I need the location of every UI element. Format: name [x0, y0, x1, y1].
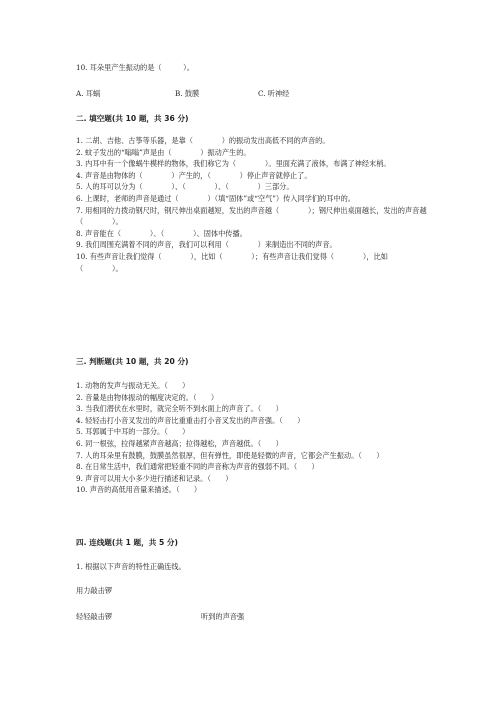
section3-heading: 三. 判断题(共 10 题，共 20 分) [76, 357, 189, 366]
judge-item: 5. 耳郭属于中耳的一部分。（ ） [76, 427, 190, 437]
section3-list [76, 380, 432, 496]
q10-text: 10. 耳朵里产生振动的是（ ）。 [76, 63, 194, 72]
section4-heading: 四. 连线题(共 1 题，共 5 分) [76, 538, 178, 547]
judge-item: 7. 人的耳朵里有鼓膜，鼓膜虽然很厚，但有弹性，即使是轻微的声音，它都会产生振动。（ ） [76, 450, 384, 460]
q10-option-c: C. 听神经 [258, 89, 290, 98]
q10-option-b: B. 鼓膜 [175, 89, 200, 98]
fill-item: 5. 人的耳可以分为（ ）、（ ）、（ ）三部分。 [76, 182, 294, 192]
judge-item: 2. 音量是由物体振动的幅度决定的。（ ） [76, 392, 219, 402]
q10-option-a: A. 耳蜗 [76, 89, 101, 98]
judge-item: 8. 在日常生活中，我们通常把轻重不同的声音称为声音的强弱不同。（ ） [76, 462, 319, 472]
section2-heading: 二. 填空题(共 10 题，共 36 分) [76, 114, 189, 123]
fill-item: 1. 二胡、吉他、古筝等乐器，是靠（ ）的振动发出高低不同的声音的。 [76, 136, 330, 145]
judge-item: 9. 声音可以用大小多少进行描述和记录。（ ） [76, 473, 233, 483]
fill-item: 8. 声音能在（ ）、（ ）、固体中传播。 [76, 228, 247, 238]
match-left-item: 轻轻敲击锣 [76, 612, 112, 621]
fill-item: 3. 内耳中有一个像蜗牛模样的物体，我们称它为（ ）。里面充满了液体，布满了神经末梢。 [76, 159, 391, 169]
judge-item: 6. 同一根弦，拉得越紧声音越高；拉得越松，声音越低。（ ） [76, 438, 283, 448]
judge-item: 1. 动物的发声与振动无关。（ ） [76, 381, 190, 390]
judge-item: 4. 轻轻击打小音叉发出的声音比重重击打小音叉发出的声音强。（ ） [76, 415, 305, 425]
judge-item: 10. 声音的高低用音量来描述。（ ） [76, 485, 202, 495]
match-right-item: 听到的声音强 [201, 612, 245, 621]
fill-item: 2. 蚊子发出的“嗡嗡”声是由（ ）振动产生的。 [76, 147, 251, 157]
section2-list [76, 135, 432, 274]
judge-item: 3. 当我们潜伏在水里时，就完全听不到水面上的声音了。（ ） [76, 404, 283, 414]
fill-item: 6. 上课时，老师的声音是通过（ ）（填“固体”或“空气”）传入同学们的耳中的。 [76, 193, 355, 203]
fill-item: 10. 有些声音让我们觉得（ ），比如（ ）；有些声音让我们觉得（ ），比如（ ）。 [76, 251, 388, 273]
fill-item: 9. 我们周围充满着不同的声音，我们可以利用（ ）来制造出不同的声音。 [76, 240, 337, 250]
fill-item: 7. 用相同的力拨动钢尺时，钢尺伸出桌面越短，发出的声音越（ ）；钢尺伸出桌面越长，发出的声音越（ ）。 [76, 205, 427, 227]
section4-instruction: 1. 根据以下声音的特性正确连线。 [76, 562, 186, 571]
fill-item: 4. 声音是由物体的（ ）产生的，（ ）停止声音就停止了。 [76, 170, 312, 180]
match-left-item: 用力敲击锣 [76, 586, 112, 595]
